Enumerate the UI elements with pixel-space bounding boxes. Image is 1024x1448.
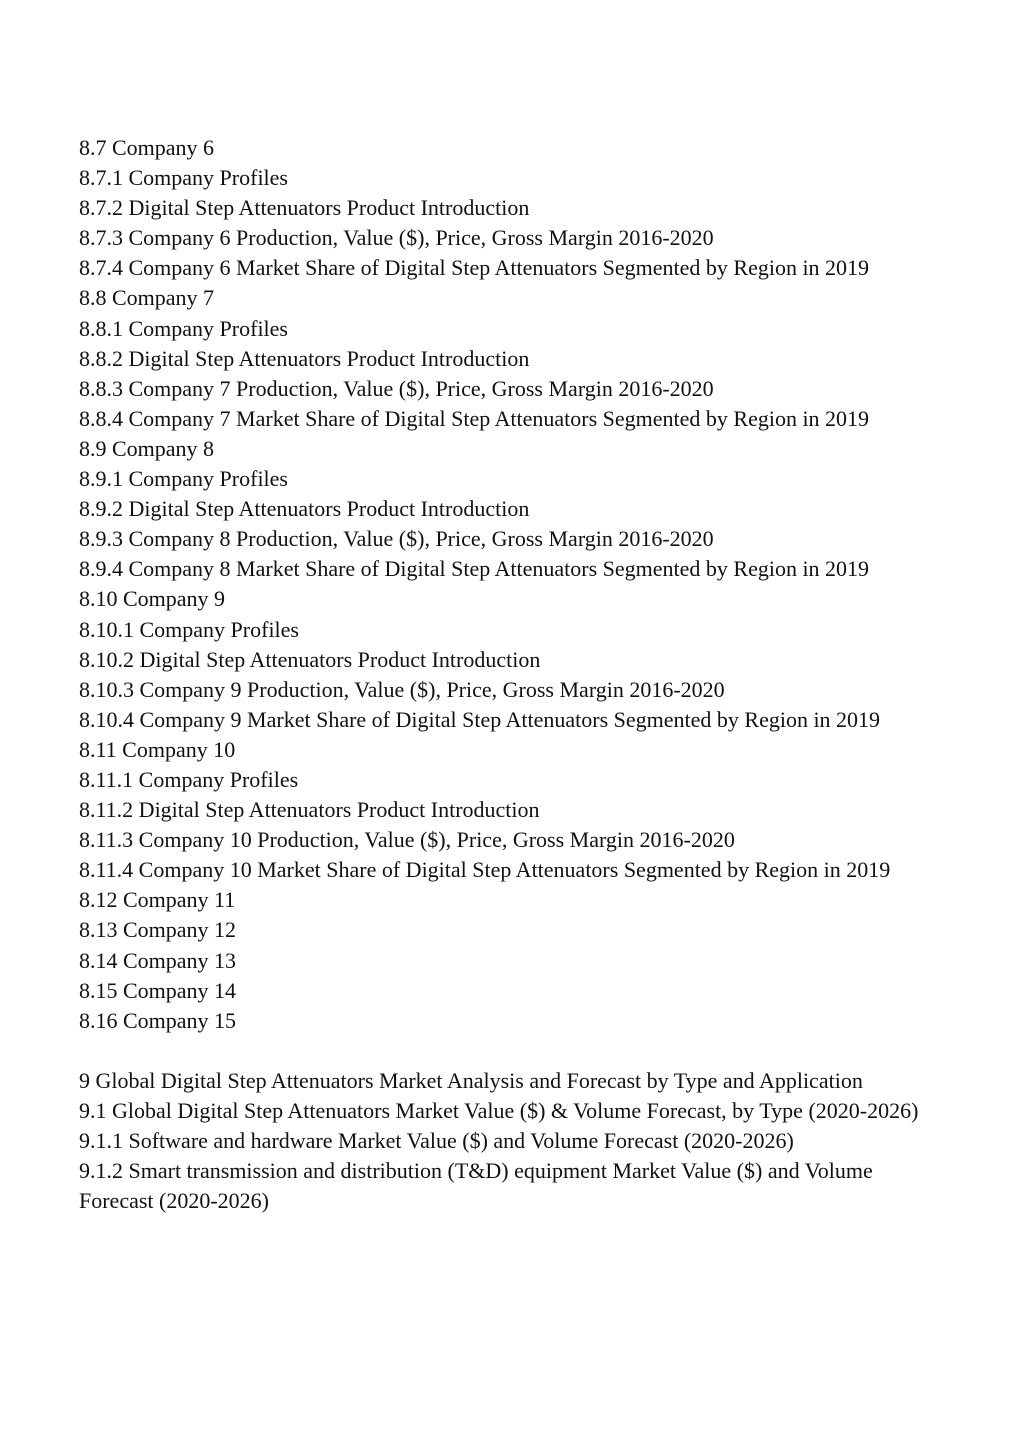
toc-entry: 8.7 Company 6 bbox=[79, 135, 215, 160]
toc-entry: 8.10.1 Company Profiles bbox=[79, 616, 299, 642]
toc-entry: 8.11.2 Digital Step Attenuators Product Introduction bbox=[79, 797, 540, 823]
toc-entry: 8.7.1 Company Profiles bbox=[79, 165, 288, 191]
table-of-contents bbox=[79, 133, 949, 1216]
toc-entry: 8.8.1 Company Profiles bbox=[79, 315, 288, 341]
toc-entry: 8.14 Company 13 bbox=[79, 947, 237, 973]
toc-entry: 8.9.3 Company 8 Production, Value ($), Price, Gross Margin 2016-2020 bbox=[79, 526, 714, 552]
toc-entry: 8.8.3 Company 7 Production, Value ($), Price, Gross Margin 2016-2020 bbox=[79, 375, 714, 401]
toc-entry: 9.1.2 Smart transmission and distribution (T&D) equipment Market Value ($) and Volume Forecast (2020-2026) bbox=[79, 1158, 873, 1214]
toc-entry: 8.11.4 Company 10 Market Share of Digital Step Attenuators Segmented by Region in 2019 bbox=[79, 857, 891, 883]
toc-entry: 8.10.3 Company 9 Production, Value ($), Price, Gross Margin 2016-2020 bbox=[79, 676, 725, 702]
toc-entry: 9 Global Digital Step Attenuators Market Analysis and Forecast by Type and Application bbox=[79, 1067, 863, 1093]
toc-entry: 8.9.1 Company Profiles bbox=[79, 466, 288, 492]
toc-entry: 8.7.3 Company 6 Production, Value ($), Price, Gross Margin 2016-2020 bbox=[79, 225, 714, 251]
toc-entry: 8.8.2 Digital Step Attenuators Product Introduction bbox=[79, 345, 530, 371]
toc-entry: 8.9 Company 8 bbox=[79, 435, 215, 461]
toc-entry: 8.11.1 Company Profiles bbox=[79, 766, 299, 792]
toc-entry: 8.7.4 Company 6 Market Share of Digital Step Attenuators Segmented by Region in 2019 bbox=[79, 255, 870, 281]
toc-entry: 8.12 Company 11 bbox=[79, 887, 236, 913]
toc-entry: 8.13 Company 12 bbox=[79, 917, 237, 943]
toc-entry: 8.15 Company 14 bbox=[79, 977, 237, 1003]
toc-entry: 8.16 Company 15 bbox=[79, 1007, 237, 1033]
toc-entry: 8.10 Company 9 bbox=[79, 586, 226, 612]
toc-entry: 9.1.1 Software and hardware Market Value ($) and Volume Forecast (2020-2026) bbox=[79, 1128, 794, 1154]
toc-entry: 8.11 Company 10 bbox=[79, 736, 236, 762]
toc-entry: 8.9.4 Company 8 Market Share of Digital Step Attenuators Segmented by Region in 2019 bbox=[79, 556, 870, 582]
toc-entry: 8.11.3 Company 10 Production, Value ($), Price, Gross Margin 2016-2020 bbox=[79, 827, 735, 853]
toc-entry: 8.10.4 Company 9 Market Share of Digital Step Attenuators Segmented by Region in 2019 bbox=[79, 706, 881, 732]
toc-entry: 8.7.2 Digital Step Attenuators Product Introduction bbox=[79, 195, 530, 221]
toc-entry: 8.8 Company 7 bbox=[79, 285, 215, 311]
toc-entry: 8.9.2 Digital Step Attenuators Product Introduction bbox=[79, 496, 530, 522]
section-spacer bbox=[79, 1036, 949, 1066]
toc-entry: 8.10.2 Digital Step Attenuators Product Introduction bbox=[79, 646, 541, 672]
toc-entry: 8.8.4 Company 7 Market Share of Digital Step Attenuators Segmented by Region in 2019 bbox=[79, 405, 870, 431]
toc-entry: 9.1 Global Digital Step Attenuators Market Value ($) & Volume Forecast, by Type (2020-2026) bbox=[79, 1098, 919, 1123]
